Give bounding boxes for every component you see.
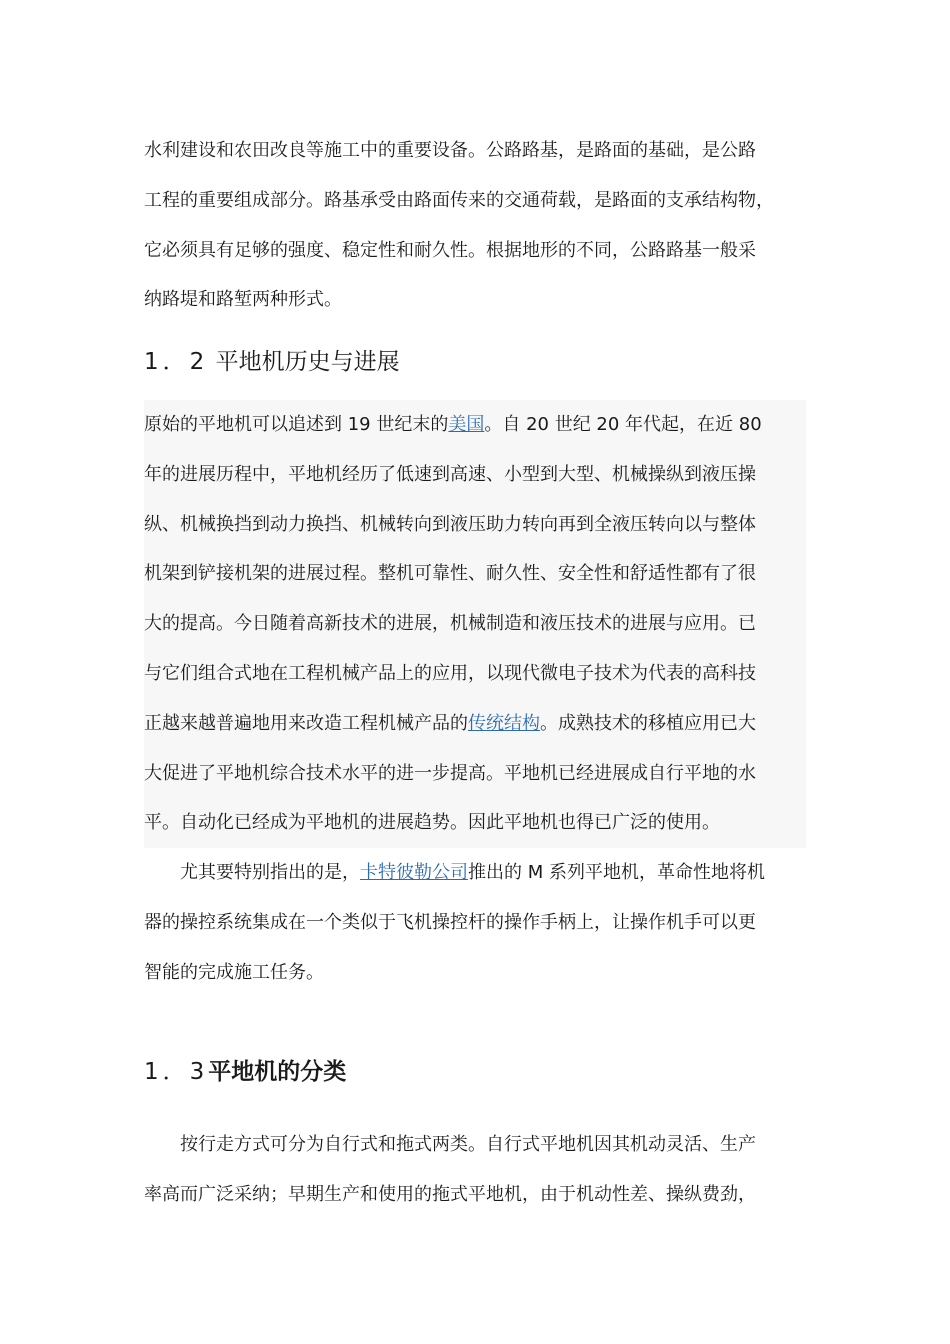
text-line bbox=[144, 848, 824, 898]
text-line: 器的操控系统集成在一个类似于飞机操控杆的操作手柄上，让操作机手可以更 bbox=[144, 911, 756, 933]
section-heading-1-3 bbox=[144, 1057, 346, 1087]
text-line: 大促进了平地机综合技术水平的进一步提高。平地机已经进展成自行平地的水 bbox=[144, 762, 756, 784]
heading-number: 1．3 bbox=[144, 1059, 209, 1085]
text-line bbox=[144, 400, 806, 450]
text-line: 大的提高。今日随着高新技术的进展，机械制造和液压技术的进展与应用。已 bbox=[144, 613, 756, 635]
text-segment: 正越来越普遍地用来改造工程机械产品的 bbox=[144, 712, 468, 734]
text-line: 智能的完成施工任务。 bbox=[144, 961, 324, 983]
text-line: 纵、机械换挡到动力换挡、机械转向到液压助力转向再到全液压转向以与整体 bbox=[144, 513, 756, 535]
text-line: 按行走方式可分为自行式和拖式两类。自行式平地机因其机动灵活、生产 bbox=[180, 1134, 756, 1155]
text-segment: 。自 20 世纪 20 年代起，在近 80 bbox=[484, 414, 762, 435]
paragraph-caterpillar bbox=[144, 848, 824, 997]
paragraph-intro bbox=[144, 126, 824, 325]
text-line bbox=[144, 699, 806, 749]
heading-number: 1．2 bbox=[144, 349, 209, 375]
text-line: 年的进展历程中，平地机经历了低速到高速、小型到大型、机械操纵到液压操 bbox=[144, 463, 756, 485]
text-line: 与它们组合式地在工程机械产品上的应用，以现代微电子技术为代表的高科技 bbox=[144, 662, 756, 684]
text-segment: 推出的 M 系列平地机，革命性地将机 bbox=[468, 862, 765, 883]
text-line: 率高而广泛采纳；早期生产和使用的拖式平地机，由于机动性差、操纵费劲， bbox=[144, 1183, 756, 1205]
link-usa[interactable]: 美国 bbox=[448, 414, 485, 435]
text-line: 工程的重要组成部分。路基承受由路面传来的交通荷载，是路面的支承结构物， bbox=[144, 189, 774, 211]
text-line: 水利建设和农田改良等施工中的重要设备。公路路基，是路面的基础，是公路 bbox=[144, 140, 756, 161]
text-line: 机架到铲接机架的进展过程。整机可靠性、耐久性、安全性和舒适性都有了很 bbox=[144, 563, 756, 585]
heading-title: 平地机历史与进展 bbox=[215, 349, 400, 375]
text-line: 纳路堤和路堑两种形式。 bbox=[144, 289, 342, 311]
heading-title: 平地机的分类 bbox=[208, 1059, 347, 1085]
section-heading-1-2 bbox=[144, 347, 400, 377]
link-traditional-structure[interactable]: 传统结构 bbox=[468, 712, 540, 734]
text-segment: 原始的平地机可以追述到 19 世纪末的 bbox=[144, 414, 449, 435]
text-segment: 。成熟技术的移植应用已大 bbox=[540, 712, 756, 734]
text-line: 平。自动化已经成为平地机的进展趋势。因此平地机也得已广泛的使用。 bbox=[144, 812, 720, 834]
paragraph-history bbox=[144, 400, 806, 848]
paragraph-classification bbox=[144, 1120, 824, 1220]
text-line: 它必须具有足够的强度、稳定性和耐久性。根据地形的不同，公路路基一般采 bbox=[144, 239, 756, 261]
text-segment: 尤其要特别指出的是， bbox=[180, 862, 360, 883]
link-caterpillar[interactable]: 卡特彼勒公司 bbox=[360, 862, 468, 883]
